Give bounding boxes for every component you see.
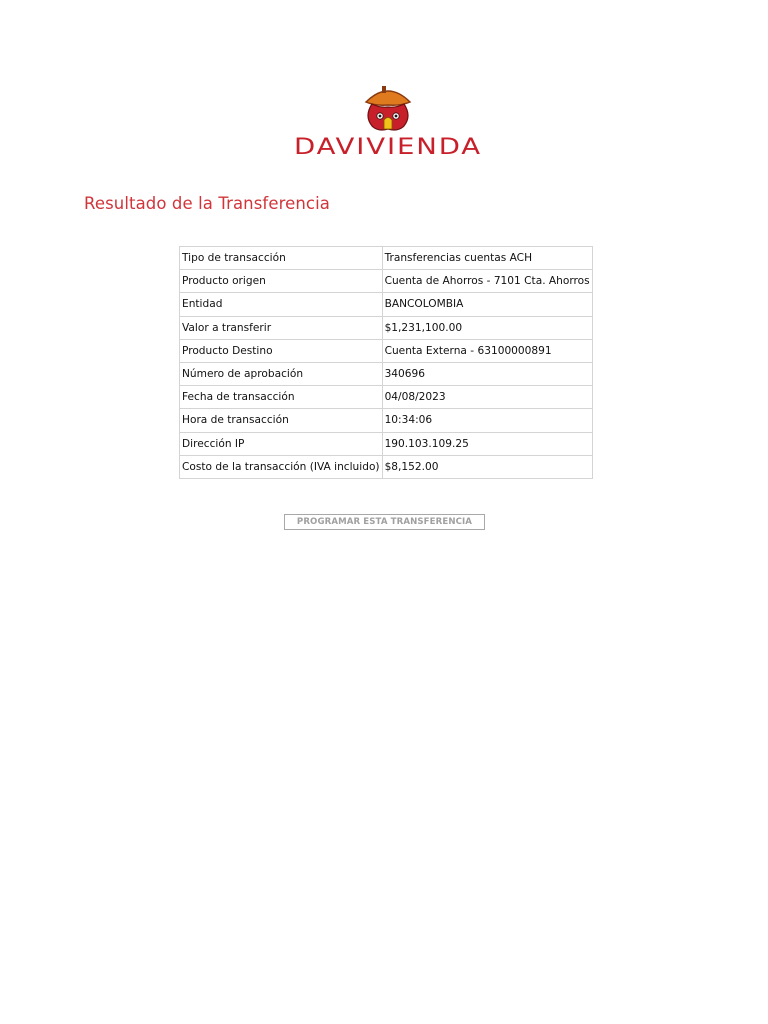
table-row xyxy=(180,386,593,409)
row-value: 04/08/2023 xyxy=(382,386,592,409)
davivienda-logo xyxy=(290,82,486,160)
row-value: BANCOLOMBIA xyxy=(382,293,592,316)
row-label: Fecha de transacción xyxy=(180,386,383,409)
row-label: Dirección IP xyxy=(180,432,383,455)
row-label: Valor a transferir xyxy=(180,316,383,339)
row-value: $8,152.00 xyxy=(382,455,592,478)
table-row xyxy=(180,455,593,478)
row-value: Cuenta Externa - 63100000891 xyxy=(382,339,592,362)
row-label: Entidad xyxy=(180,293,383,316)
table-row xyxy=(180,409,593,432)
table-row xyxy=(180,270,593,293)
table-row xyxy=(180,362,593,385)
table-row xyxy=(180,432,593,455)
row-label: Costo de la transacción (IVA incluido) xyxy=(180,455,383,478)
row-value: $1,231,100.00 xyxy=(382,316,592,339)
row-label: Producto Destino xyxy=(180,339,383,362)
page-title: Resultado de la Transferencia xyxy=(84,194,330,213)
row-value: Transferencias cuentas ACH xyxy=(382,247,592,270)
row-label: Número de aprobación xyxy=(180,362,383,385)
table-row xyxy=(180,293,593,316)
row-label: Hora de transacción xyxy=(180,409,383,432)
row-value: Cuenta de Ahorros - 7101 Cta. Ahorros xyxy=(382,270,592,293)
transaction-details-table xyxy=(179,246,593,479)
house-logo-icon xyxy=(290,82,486,160)
row-label: Tipo de transacción xyxy=(180,247,383,270)
logo-wordmark: DAVIVIENDA xyxy=(294,135,482,160)
row-value: 190.103.109.25 xyxy=(382,432,592,455)
row-value: 340696 xyxy=(382,362,592,385)
row-label: Producto origen xyxy=(180,270,383,293)
table-row xyxy=(180,316,593,339)
table-row xyxy=(180,247,593,270)
row-value: 10:34:06 xyxy=(382,409,592,432)
table-row xyxy=(180,339,593,362)
schedule-transfer-button[interactable]: PROGRAMAR ESTA TRANSFERENCIA xyxy=(284,514,485,530)
